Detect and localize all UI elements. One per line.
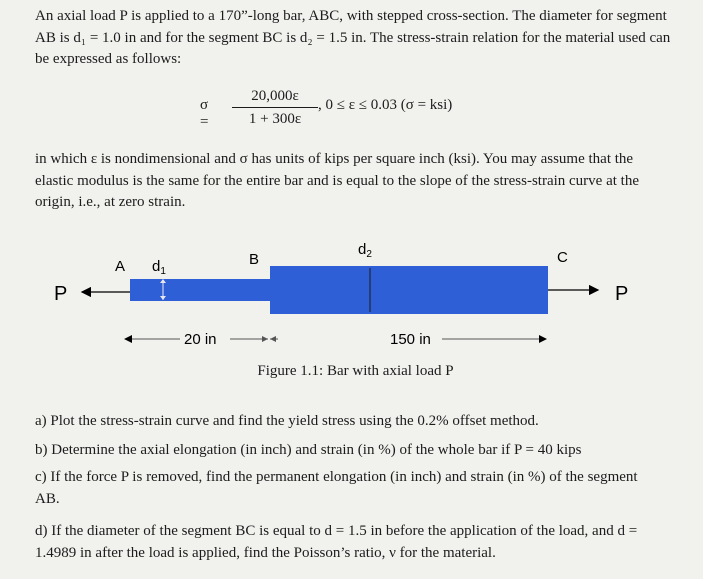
dim-ab-right-head [262, 336, 268, 342]
segment-bc [270, 266, 548, 314]
label-d2: $d_2$ [358, 241, 372, 260]
label-p-left: P [54, 283, 68, 305]
equation-lhs: σ = [200, 97, 209, 130]
figure-caption: Figure 1.1: Bar with axial load P [257, 363, 454, 379]
label-d1: $d_1$ [152, 258, 166, 277]
label-p-right: P [615, 283, 629, 305]
question-c: c) If the force P is removed, find the permanent elongation (in inch) and strain (in %) of the segment AB. [35, 469, 638, 507]
question-a: a) Plot the stress-strain curve and find the yield stress using the 0.2% offset method. [35, 413, 539, 429]
label-a: A [115, 258, 126, 275]
dim-bc-label: 150 in [390, 331, 431, 348]
problem-intro: An axial load P is applied to a 170”-long bar, ABC, with stepped cross-section. The diameter for segment AB is d₁ = 1.0 in and for the segment BC is d₂ = 1.5 in. The stress-strain relation for the material used can be expressed as follows: [35, 8, 671, 67]
label-b: B [249, 251, 260, 268]
equation-condition: , 0 ≤ ε ≤ 0.03 (σ = ksi) [318, 97, 453, 113]
equation-numerator: 20,000ε [251, 88, 299, 104]
question-d: d) If the diameter of the segment BC is equal to d = 1.5 in before the application of the load, and d = 1.4989 in after the load is applied, find the Poisson’s ratio, ν for the material. [35, 523, 638, 561]
question-b: b) Determine the axial elongation (in inch) and strain (in %) of the whole bar if P = 40 kips [35, 442, 582, 458]
label-c: C [557, 249, 568, 266]
equation-denominator: 1 + 300ε [248, 111, 302, 127]
problem-body: in which ε is nondimensional and σ has units of kips per square inch (ksi). You may assume that the elastic modulus is the same for the entire bar and is equal to the slope of the stress-strain curve at the origin, i.e., at zero strain. [35, 151, 639, 210]
segment-ab [130, 279, 270, 301]
dim-ab-label: 20 in [184, 331, 217, 348]
